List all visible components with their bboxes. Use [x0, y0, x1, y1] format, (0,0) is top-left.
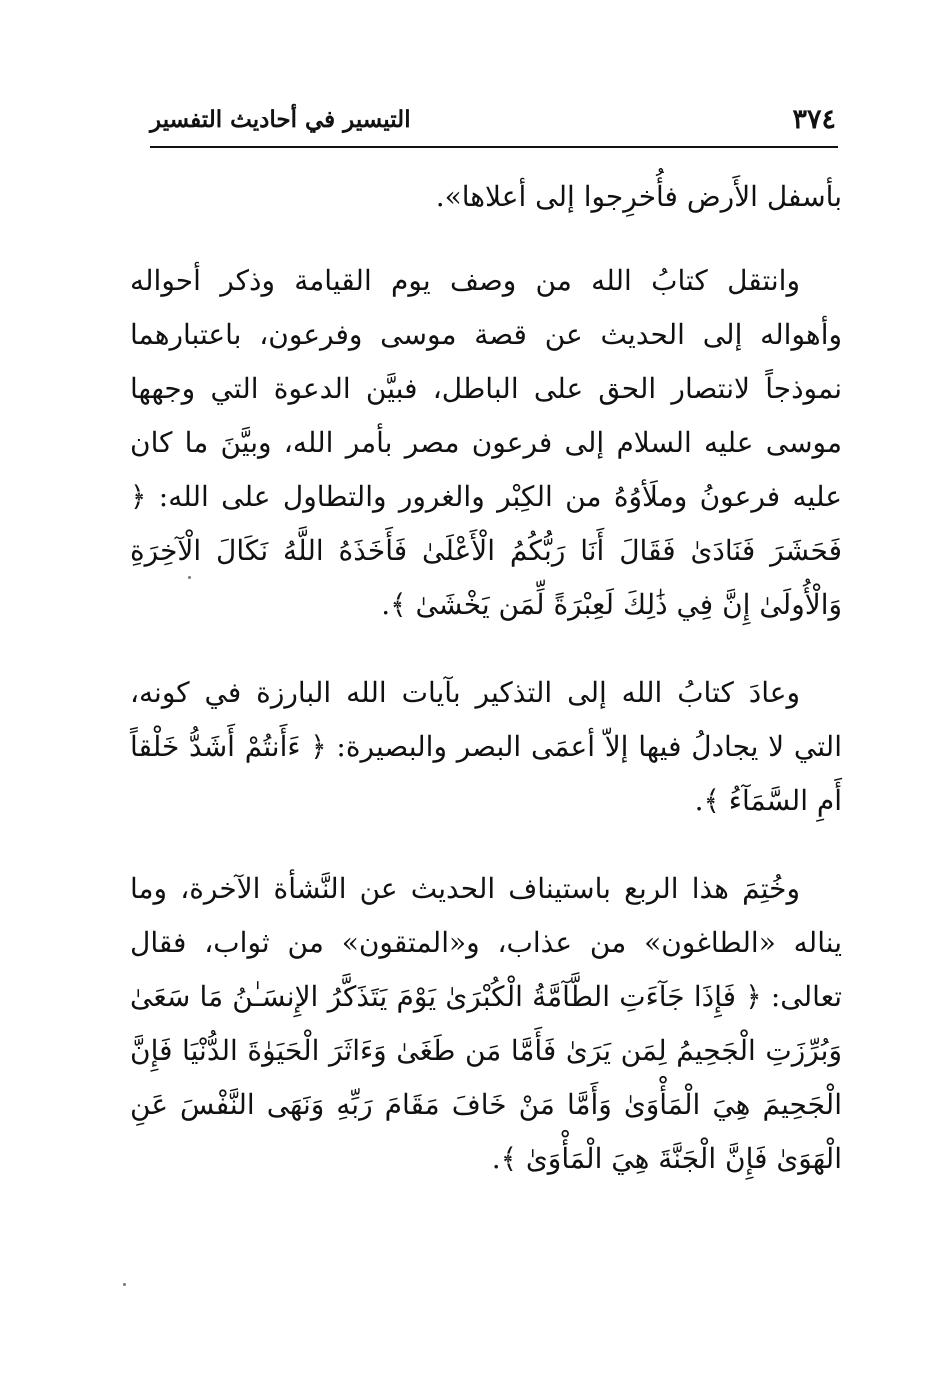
- running-title: التيسير في أحاديث التفسير: [150, 106, 411, 133]
- paragraph-continuation: بأسفل الأَرض فأُخرِجوا إلى أعلاها».: [435, 180, 842, 213]
- page-number: ٣٧٤: [792, 104, 836, 135]
- paragraph-moses-pharaoh: وانتقل كتابُ الله من وصف يوم القيامة وذكر أحواله وأهواله إلى الحديث عن قصة موسى وفرعون، باعتبارهما نموذجاً لانتصار الحق على الباطل، فبيَّن الدعوة التي وجهها موسى عليه السلام إلى فرعون مصر بأمر الله، وبيَّنَ ما كان عليه فرعونُ وملَأوُهُ من الكِبْر والغرور والتطاول على الله: ﴿ فَحَشَرَ فَنَادَىٰ فَقَالَ أَنَا رَبُّكُمُ الْأَعْلَىٰ فَأَخَذَهُ اللَّهُ نَكَالَ الْآخِرَةِ وَالْأُولَىٰ إِنَّ فِي ذَٰلِكَ لَعِبْرَةً لِّمَن يَخْشَىٰ ﴾.: [130, 264, 842, 621]
- scan-speck: [188, 576, 191, 579]
- header-rule: [150, 146, 838, 148]
- paragraph-hereafter: وخُتِمَ هذا الربع باستيناف الحديث عن النَّشأة الآخرة، وما يناله «الطاغون» من عذاب، و«المتقون» من ثواب، فقال تعالى: ﴿ فَإِذَا جَآءَتِ الطَّآمَّةُ الْكُبْرَىٰ يَوْمَ يَتَذَكَّرُ الإِنسَـٰنُ مَا سَعَىٰ وَبُرِّزَتِ الْجَحِيمُ لِمَن يَرَىٰ فَأَمَّا مَن طَغَىٰ وَءَاثَرَ الْحَيَوٰةَ الدُّنْيَا فَإِنَّ الْجَحِيمَ هِيَ الْمَأْوَىٰ وَأَمَّا مَنْ خَافَ مَقَامَ رَبِّهِ وَنَهَى النَّفْسَ عَنِ الْهَوَىٰ فَإِنَّ الْجَنَّةَ هِيَ الْمَأْوَىٰ ﴾.: [130, 872, 842, 1175]
- page-header: [150, 100, 836, 146]
- paragraph-signs: وعادَ كتابُ الله إلى التذكير بآيات الله البارزة في كونه، التي لا يجادلُ فيها إلاّ أعمَى البصر والبصيرة: ﴿ ءَأَنتُمْ أَشَدُّ خَلْقاً أَمِ السَّمَآءُ ﴾.: [130, 676, 842, 817]
- scan-speck: [123, 1283, 126, 1286]
- body-text: [130, 170, 842, 1220]
